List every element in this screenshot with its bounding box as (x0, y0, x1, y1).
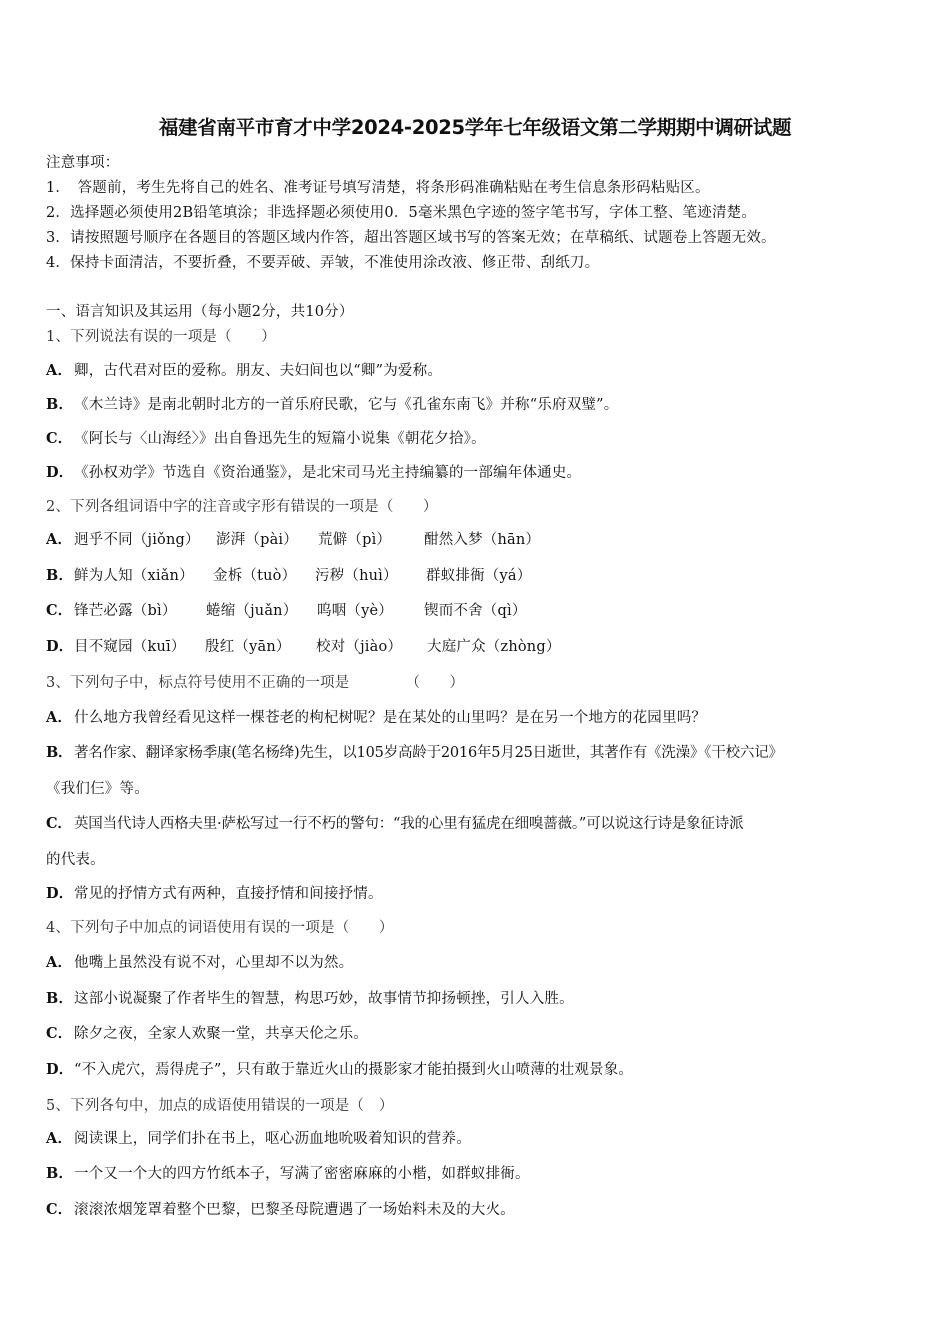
q3-answer-paren: （ ） (405, 675, 465, 691)
option-letter: A． (46, 362, 73, 379)
option-letter: A． (46, 954, 73, 971)
option-letter: A． (46, 709, 73, 726)
option-letter: A． (46, 1130, 73, 1147)
word-item: 目不窥园（kuī） (74, 639, 186, 655)
option-text: 除夕之夜，全家人欢聚一堂，共享天伦之乐。 (74, 1026, 368, 1042)
word-item: 大庭广众（zhòng） (427, 639, 561, 655)
option-text: 卿，古代君对臣的爱称。朋友、夫妇间也以“卿”为爱称。 (74, 363, 443, 379)
option-text: 这部小说凝聚了作者毕生的智慧，构思巧妙，故事情节抑扬顿挫，引人入胜。 (74, 991, 574, 1007)
notice-item-2: 2．选择题必须使用2B铅笔填涂；非选择题必须使用0．5毫米黑色字迹的签字笔书写，字体工整、笔迹清楚。 (46, 205, 757, 221)
option-text: 什么地方我曾经看见这样一棵苍老的枸杞树呢？是在某处的山里吗？是在另一个地方的花园里吗？ (74, 710, 707, 726)
word-item: 澎湃（pài） (216, 532, 298, 548)
option-letter: B． (46, 1165, 74, 1182)
q3-option-c-cont: 的代表。 (46, 852, 105, 868)
q3-option-b (46, 743, 783, 763)
option-text: “不入虎穴，焉得虎子”，只有敢于靠近火山的摄影家才能拍摄到火山喷薄的壮观景象。 (74, 1062, 634, 1078)
q2-option-a (46, 530, 540, 550)
word-item: 殷红（yān） (205, 639, 291, 655)
option-letter: B． (46, 744, 73, 761)
q2-option-d (46, 637, 561, 657)
q4-option-a (46, 953, 353, 973)
word-item: 迥乎不同（jiǒng） (74, 532, 200, 548)
option-text: 滚滚浓烟笼罩着整个巴黎，巴黎圣母院遭遇了一场始料未及的大火。 (74, 1202, 515, 1218)
q5-option-b (46, 1164, 530, 1184)
section-heading: 一、语言知识及其运用（每小题2分，共10分） (46, 304, 354, 320)
q3-option-a (46, 708, 706, 728)
option-letter: B． (46, 567, 74, 584)
option-letter: C． (46, 1025, 73, 1042)
option-letter: C． (46, 815, 72, 832)
q2-option-b (46, 566, 531, 586)
option-text: 阅读课上，同学们扑在书上，呕心沥血地吮吸着知识的营养。 (74, 1131, 471, 1147)
q4-option-d (46, 1060, 633, 1080)
q1-option-b (46, 395, 618, 415)
option-letter: C． (46, 1201, 73, 1218)
option-letter: A． (46, 531, 73, 548)
option-letter: C． (46, 430, 73, 447)
q3-option-c (46, 814, 743, 834)
option-letter: D． (46, 1061, 74, 1078)
q3-stem-text: 3、下列句子中，标点符号使用不正确的一项是 (46, 675, 350, 691)
q4-stem: 4、下列句子中加点的词语使用有误的一项是（ ） (46, 920, 394, 936)
notice-heading: 注意事项： (46, 155, 120, 171)
word-item: 污秽（huì） (315, 568, 398, 584)
page-title: 福建省南平市育才中学2024-2025学年七年级语文第二学期期中调研试题 (158, 116, 792, 139)
option-text: 著名作家、翻译家杨季康(笔名杨绛)先生，以105岁高龄于2016年5月25日逝世，其著作有《洗澡》《干校六记》 (74, 745, 783, 761)
notice-item-3: 3．请按照题号顺序在各题目的答题区域内作答，超出答题区域书写的答案无效；在草稿纸、试题卷上答题无效。 (46, 230, 776, 246)
q3-option-b-cont: 《我们仨》等。 (46, 781, 149, 797)
option-letter: D． (46, 885, 74, 902)
option-text: 常见的抒情方式有两种，直接抒情和间接抒情。 (74, 886, 383, 902)
option-text: 一个又一个大的四方竹纸本子，写满了密密麻麻的小楷，如群蚁排衙。 (74, 1166, 530, 1182)
q1-stem: 1、下列说法有误的一项是（ ） (46, 329, 276, 345)
option-letter: D． (46, 464, 74, 481)
option-letter: D． (46, 638, 74, 655)
option-text: 《孙权劝学》节选自《资治通鉴》，是北宋司马光主持编纂的一部编年体通史。 (74, 465, 582, 481)
word-item: 酣然入梦（hān） (424, 532, 541, 548)
word-item: 锲而不舍（qì） (424, 603, 527, 619)
q2-stem: 2、下列各组词语中字的注音或字形有错误的一项是（ ） (46, 499, 438, 515)
word-item: 群蚁排衙（yá） (426, 568, 532, 584)
option-letter: B． (46, 990, 74, 1007)
word-item: 锋芒必露（bì） (74, 603, 177, 619)
option-letter: C． (46, 602, 73, 619)
q1-option-d (46, 463, 581, 483)
option-text: 他嘴上虽然没有说不对，心里却不以为然。 (74, 955, 354, 971)
option-text: 《阿长与〈山海经〉》出自鲁迅先生的短篇小说集《朝花夕拾》。 (74, 431, 486, 447)
q2-option-c (46, 601, 527, 621)
q1-option-c (46, 429, 486, 449)
word-item: 鲜为人知（xiǎn） (74, 568, 194, 584)
option-text: 英国当代诗人西格夫里·萨松写过一行不朽的警句：“我的心里有猛虎在细嗅蔷薇。”可以说这行诗是象征诗派 (74, 816, 744, 832)
word-item: 蜷缩（juǎn） (206, 603, 298, 619)
q5-option-c (46, 1200, 515, 1220)
word-item: 荒僻（pì） (318, 532, 392, 548)
word-item: 校对（jiào） (316, 639, 403, 655)
q4-option-c (46, 1024, 368, 1044)
option-letter: B． (46, 396, 74, 413)
option-text: 《木兰诗》是南北朝时北方的一首乐府民歌，它与《孔雀东南飞》并称“乐府双璧”。 (74, 397, 619, 413)
word-item: 金柝（tuò） (213, 568, 297, 584)
q5-option-a (46, 1129, 471, 1149)
q1-option-a (46, 361, 442, 381)
q5-stem: 5、下列各句中，加点的成语使用错误的一项是（ ） (46, 1098, 394, 1114)
word-item: 呜咽（yè） (317, 603, 393, 619)
q3-stem (46, 673, 464, 693)
notice-item-4: 4．保持卡面清洁，不要折叠，不要弄破、弄皱，不准使用涂改液、修正带、刮纸刀。 (46, 255, 600, 271)
q3-option-d (46, 884, 383, 904)
q4-option-b (46, 989, 574, 1009)
notice-item-1: 1． 答题前，考生先将自己的姓名、准考证号填写清楚，将条形码准确粘贴在考生信息条形码粘贴区。 (46, 180, 710, 196)
